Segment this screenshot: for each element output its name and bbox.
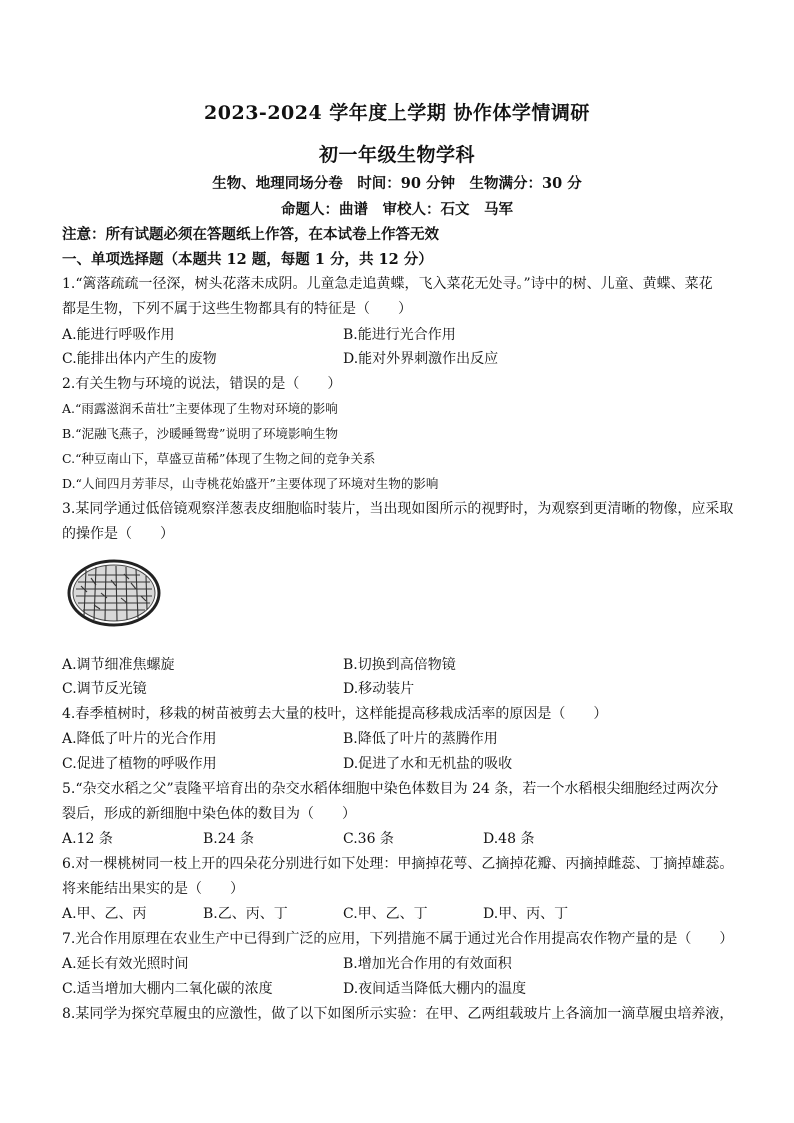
question-5-option-c: C.36 条: [343, 831, 394, 847]
question-1-option-a: A.能进行呼吸作用: [62, 327, 175, 343]
question-5-option-b: B.24 条: [203, 831, 255, 847]
question-3-option-a: A.调节细准焦螺旋: [62, 657, 175, 673]
question-5-stem-line-1: 5.“杂交水稻之父”袁隆平培育出的杂交水稻体细胞中染色体数目为 24 条，若一个水稻根尖细胞经过两次分: [62, 781, 719, 797]
question-7-option-b: B.增加光合作用的有效面积: [343, 956, 512, 972]
question-6-option-a: A.甲、乙、丙: [62, 906, 147, 922]
question-5-option-a: A.12 条: [62, 831, 113, 847]
question-7-option-a: A.延长有效光照时间: [62, 956, 189, 972]
question-2-option-a: A.“雨露滋润禾苗壮”主要体现了生物对环境的影响: [62, 401, 338, 416]
question-4-stem: 4.春季植树时，移栽的树苗被剪去大量的枝叶，这样能提高移栽成活率的原因是（ ）: [62, 706, 608, 722]
question-3-option-d: D.移动装片: [343, 681, 415, 697]
question-3-option-b: B.切换到高倍物镜: [343, 657, 456, 673]
question-1-option-d: D.能对外界刺激作出反应: [343, 351, 499, 367]
question-1-option-c: C.能排出体内产生的废物: [62, 351, 217, 367]
exam-title: 2023-2024 学年度上学期 协作体学情调研: [204, 102, 590, 124]
question-3-option-c: C.调节反光镜: [62, 681, 147, 697]
question-6-stem-line-2: 将来能结出果实的是（ ）: [62, 881, 244, 897]
question-8-stem: 8.某同学为探究草履虫的应激性，做了以下如图所示实验：在甲、乙两组载玻片上各滴加一滴草履虫培养液，: [62, 1006, 734, 1022]
question-6-stem-line-1: 6.对一棵桃树同一枝上开的四朵花分别进行如下处理：甲摘掉花萼、乙摘掉花瓣、丙摘掉雌蕊、丁摘掉雄蕊。: [62, 856, 734, 872]
question-3-stem-line-2: 的操作是（ ）: [62, 526, 174, 542]
question-1-option-b: B.能进行光合作用: [343, 327, 456, 343]
question-4-option-d: D.促进了水和无机盐的吸收: [343, 756, 513, 772]
question-7-stem: 7.光合作用原理在农业生产中已得到广泛的应用，下列措施不属于通过光合作用提高农作物产量的是（ ）: [62, 931, 734, 947]
question-7-option-d: D.夜间适当降低大棚内的温度: [343, 981, 527, 997]
question-6-option-b: B.乙、丙、丁: [203, 906, 288, 922]
question-2-option-c: C.“种豆南山下，草盛豆苗稀”体现了生物之间的竞争关系: [62, 451, 376, 466]
question-6-option-d: D.甲、丙、丁: [483, 906, 569, 922]
exam-subtitle: 初一年级生物学科: [318, 144, 475, 166]
question-4-option-c: C.促进了植物的呼吸作用: [62, 756, 217, 772]
question-2-option-d: D.“人间四月芳菲尽，山寺桃花始盛开”主要体现了环境对生物的影响: [62, 476, 439, 491]
question-5-stem-line-2: 裂后，形成的新细胞中染色体的数目为（ ）: [62, 806, 356, 822]
question-4-option-a: A.降低了叶片的光合作用: [62, 731, 217, 747]
section-heading: 一、单项选择题（本题共 12 题，每题 1 分，共 12 分）: [62, 251, 433, 268]
question-6-option-c: C.甲、乙、丁: [343, 906, 428, 922]
exam-notice: 注意：所有试题必须在答题纸上作答，在本试卷上作答无效: [62, 226, 439, 243]
question-2-option-b: B.“泥融飞燕子，沙暖睡鸳鸯”说明了环境影响生物: [62, 426, 338, 441]
microscope-field-figure: [66, 558, 162, 628]
question-3-stem-line-1: 3.某同学通过低倍镜观察洋葱表皮细胞临时装片，当出现如图所示的视野时，为观察到更清晰的物像，应采取: [62, 501, 734, 517]
exam-info: 生物、地理同场分卷 时间：90 分钟 生物满分：30 分: [212, 175, 582, 192]
question-5-option-d: D.48 条: [483, 831, 535, 847]
question-2-stem: 2.有关生物与环境的说法，错误的是（ ）: [62, 376, 342, 392]
question-1-stem-line-1: 1.“篱落疏疏一径深，树头花落未成阴。儿童急走追黄蝶，飞入菜花无处寻。”诗中的树、儿童、黄蝶、菜花: [62, 276, 713, 292]
question-4-option-b: B.降低了叶片的蒸腾作用: [343, 731, 498, 747]
question-7-option-c: C.适当增加大棚内二氧化碳的浓度: [62, 981, 273, 997]
exam-authors: 命题人：曲谱 审校人：石文 马军: [281, 201, 513, 218]
question-1-stem-line-2: 都是生物，下列不属于这些生物都具有的特征是（ ）: [62, 301, 412, 317]
